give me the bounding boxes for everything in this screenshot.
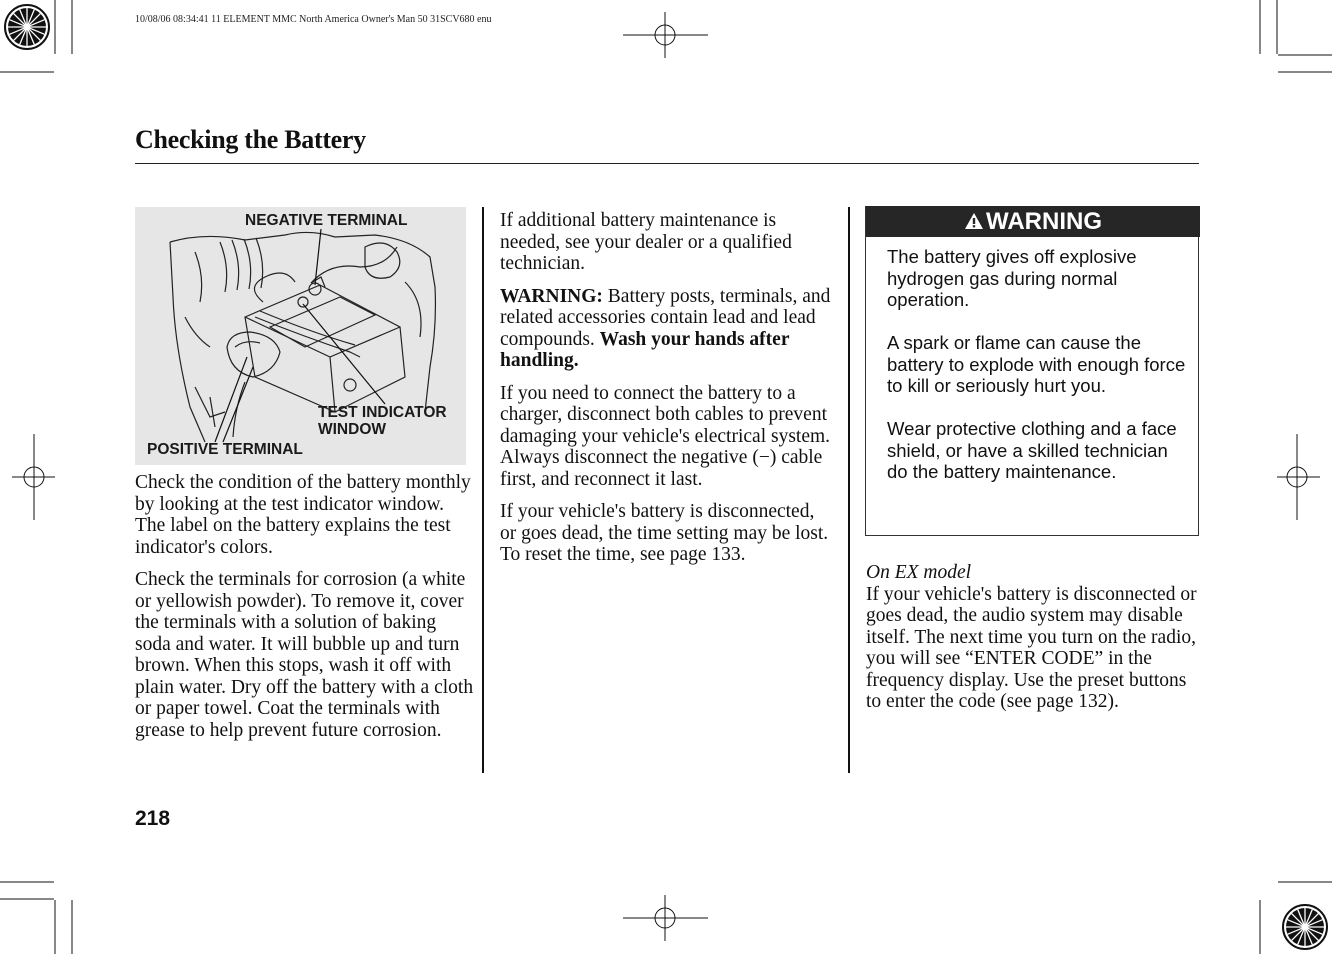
column-divider-1 <box>482 207 484 773</box>
model-note: On EX model <box>866 562 972 583</box>
crosshair-bottom <box>623 895 708 941</box>
label-test-indicator-line2: WINDOW <box>318 421 387 438</box>
battery-check-paragraph: Check the condition of the battery monthly by looking at the test indicator window. The label on the battery explains the test indicator's colors. <box>135 472 471 558</box>
label-test-indicator-line1: TEST INDICATOR <box>318 404 447 421</box>
lead-warning-text: Battery posts, terminals, and related accessories contain lead and lead compounds. <box>500 285 831 350</box>
time-setting-paragraph: If your vehicle's battery is disconnected, or goes dead, the time setting may be lost. To reset the time, see page 133. <box>500 501 829 565</box>
audio-code-paragraph: If your vehicle's battery is disconnected or goes dead, the audio system may disable itself. The next time you turn on the radio, you will see “ENTER CODE” in the frequency display. Use the preset buttons to enter the code (see page 132). <box>866 583 1197 712</box>
column-2-text <box>500 210 835 577</box>
warning-spark: A spark or flame can cause the battery to explode with enough force to kill or seriously hurt you. <box>887 332 1186 396</box>
warning-header <box>866 206 1200 237</box>
registration-circle-top-left <box>5 5 49 49</box>
crosshair-top <box>623 12 708 58</box>
crosshair-right <box>1277 434 1320 520</box>
warning-text <box>887 246 1187 504</box>
lead-warning-label: WARNING: <box>500 285 603 307</box>
page-title: Checking the Battery <box>135 125 366 154</box>
warning-heading: WARNING <box>986 208 1102 235</box>
warning-box <box>865 206 1199 536</box>
column-divider-2 <box>848 207 850 773</box>
lead-warning-paragraph <box>500 286 835 372</box>
warning-triangle-icon <box>964 212 984 230</box>
title-rule <box>135 163 1199 164</box>
corrosion-paragraph: Check the terminals for corrosion (a white or yellowish powder). To remove it, cover the terminals with a solution of baking soda and water. It will bubble up and turn brown. When this stops, wash it off with plain water. Dry off the battery with a cloth or paper towel. Coat the terminals with grease to help prevent future corrosion. <box>135 569 474 741</box>
column-3-text <box>866 562 1206 713</box>
battery-drawing <box>135 207 466 465</box>
label-negative-terminal: NEGATIVE TERMINAL <box>245 212 408 229</box>
battery-illustration <box>135 207 466 465</box>
charger-paragraph: If you need to connect the battery to a charger, disconnect both cables to prevent damaging your vehicle's electrical system. Always disconnect the negative (−) cable first, and reconnect it last. <box>500 382 831 490</box>
registration-circle-bottom-right <box>1283 905 1327 949</box>
warning-explosive-gas: The battery gives off explosive hydrogen gas during normal operation. <box>887 246 1137 310</box>
wash-hands-note: Wash your hands after handling. <box>500 328 790 371</box>
maintenance-paragraph: If additional battery maintenance is needed, see your dealer or a qualified technician. <box>500 210 792 274</box>
warning-protective-clothing: Wear protective clothing and a face shield, or have a skilled technician do the battery maintenance. <box>887 418 1177 482</box>
label-positive-terminal: POSITIVE TERMINAL <box>147 441 303 458</box>
column-1-text <box>135 472 475 752</box>
page-number: 218 <box>135 807 171 830</box>
crosshair-left <box>12 434 55 520</box>
print-info-header: 10/08/06 08:34:41 11 ELEMENT MMC North America Owner's Man 50 31SCV680 enu <box>135 14 492 25</box>
